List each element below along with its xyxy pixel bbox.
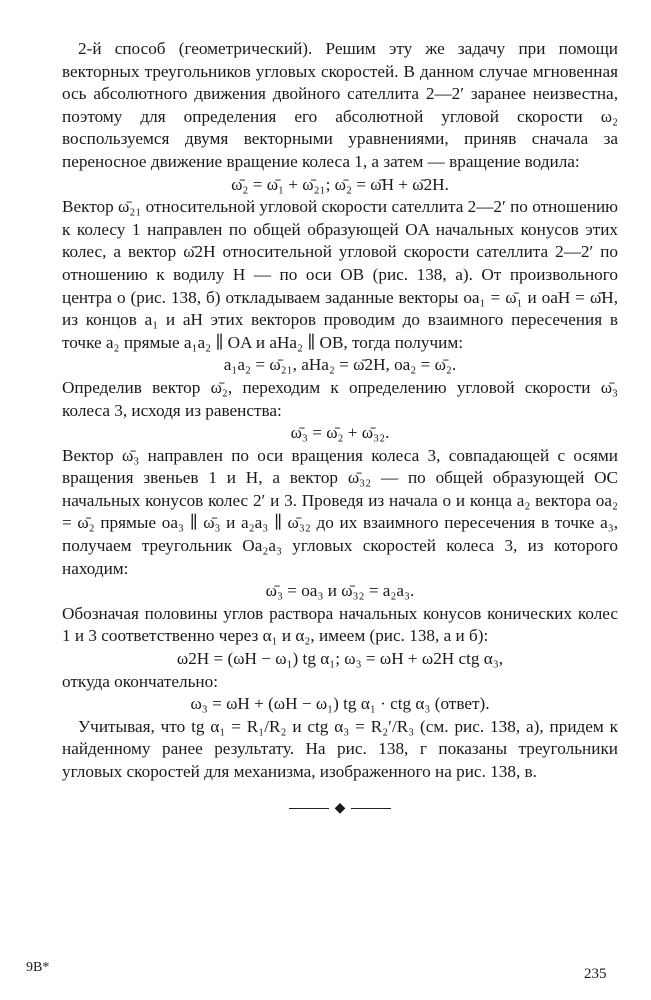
page-number: 235 (584, 966, 607, 982)
paragraph-finally: откуда окончательно: (62, 671, 218, 691)
section-end-ornament (62, 798, 618, 821)
ornament-line-right (351, 808, 391, 809)
formula-omega3-sum: ω̄₃ = ω̄₂ + ω̄₃₂. (290, 423, 390, 443)
ornament-line-left (289, 808, 329, 809)
formula-vector-equations: ω̄₂ = ω̄₁ + ω̄₂₁; ω̄₂ = ω̄H + ω̄2H. (231, 174, 449, 194)
diamond-icon: ◆ (334, 800, 346, 816)
paragraph-half-angles: Обозначая половины углов раствора начальных конусов конических колес 1 и 3 соответственно через α₁ и α₂, имеем (рис. 138, а и б): (62, 603, 618, 646)
paragraph-method-2: 2-й способ (геометрический). Решим эту же задачу при помощи векторных треугольников угловых скоростей. В данном случае мгновенная ось абсолютного движения двойного сателлита 2—2′ заранее неизвестна, поэтому для определения его абсолютной угловой скорости ω₂ воспользуемся двумя векторными уравнениями, приняв сначала за переносное движение вращение колеса 1, а затем — вращение водила: (62, 39, 618, 171)
paragraph-conclusion: Учитывая, что tg α₁ = R₁/R₂ и ctg α₃ = R₂′/R₃ (см. рис. 138, а), придем к найденному ранее результату. На рис. 138, г показаны треугольники угловых скоростей для механизма, изображенного на рис. 138, в. (62, 716, 618, 781)
formula-triangle-sides: a₁a₂ = ω̄₂₁, aHa₂ = ω̄2H, oa₂ = ω̄₂. (223, 355, 457, 375)
paragraph-omega3-definition: Определив вектор ω̄₂, переходим к определению угловой скорости ω̄₃ колеса 3, исходя из равенства: (62, 377, 618, 420)
formula-half-angles: ω2H = (ωH − ω₁) tg α₁; ω₃ = ωH + ω2H ctg α₃, (176, 649, 504, 669)
formula-omega3-result: ω̄₃ = oa₃ и ω̄₃₂ = a₂a₃. (265, 581, 415, 601)
printer-signature: 9В* (26, 960, 50, 975)
paragraph-omega3-direction: Вектор ω̄₃ направлен по оси вращения колеса 3, совпадающей с осями вращения звеньев 1 и H, а вектор ω̄₃₂ — по общей образующей OC начальных конусов колес 2′ и 3. Проведя из начала o и конца a₂ вектора oa₂ = ω̄₂ прямые oa₃ ∥ ω̄₃ и a₂a₃ ∥ ω̄₃₂ до их взаимного пересечения в точке a₃, получаем треугольник Oa₂a₃ угловых скоростей колеса 3, из которого находим: (62, 445, 618, 578)
page-body (62, 38, 618, 820)
formula-answer: ω₃ = ωH + (ωH − ω₁) tg α₁ · ctg α₃ (ответ). (190, 694, 490, 714)
paragraph-relative-velocity: Вектор ω̄₂₁ относительной угловой скорости сателлита 2—2′ по отношению к колесу 1 направлен по общей образующей OA начальных конусов этих колес, а вектор ω̄2H относительной угловой скорости сателлита 2—2′ по отношению к водилу H — по оси OB (рис. 138, а). От произвольного центра o (рис. 138, б) откладываем заданные векторы oa₁ = ω̄₁ и oaH = ω̄H, из концов a₁ и aH этих векторов проводим до взаимного пересечения в точке a₂ прямые a₁a₂ ∥ OA и aHa₂ ∥ OB, тогда получим: (62, 197, 618, 352)
